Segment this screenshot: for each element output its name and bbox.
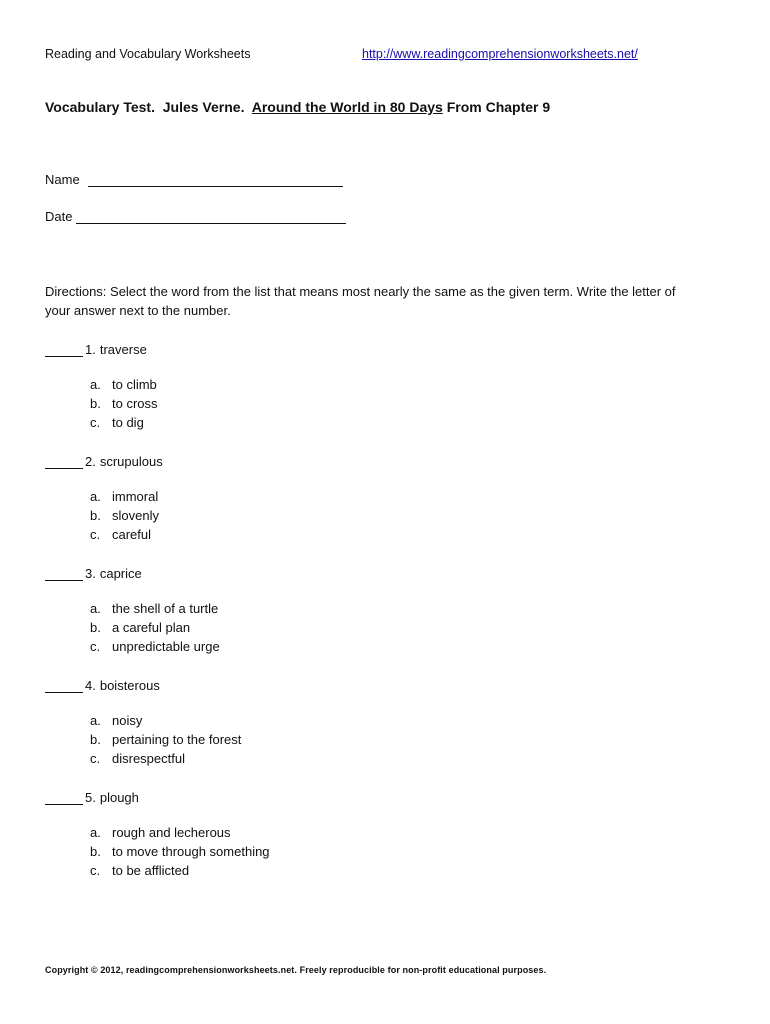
option-item xyxy=(90,861,695,880)
option-item xyxy=(90,525,695,544)
directions-text: Directions: Select the word from the list that means most nearly the same as the given term. Write the letter of your answer next to the number. xyxy=(45,284,676,318)
option-item xyxy=(90,730,695,749)
option-item xyxy=(90,487,695,506)
question-item xyxy=(45,674,695,786)
option-list xyxy=(90,375,695,432)
answer-blank[interactable] xyxy=(45,791,83,805)
option-letter: a. xyxy=(90,377,101,392)
title-suffix: From Chapter 9 xyxy=(442,99,551,115)
option-item xyxy=(90,394,695,413)
option-text: careful xyxy=(112,527,152,542)
option-item xyxy=(90,823,695,842)
answer-blank[interactable] xyxy=(45,567,83,581)
option-letter: c. xyxy=(90,639,101,654)
answer-blank[interactable] xyxy=(45,679,83,693)
option-text: unpredictable urge xyxy=(112,639,220,654)
option-letter: b. xyxy=(90,620,101,635)
copyright-footer: Copyright © 2012, readingcomprehensionworksheets.net. Freely reproducible for non-profit educational purposes. xyxy=(45,965,547,975)
option-letter: b. xyxy=(90,844,101,859)
option-letter: c. xyxy=(90,751,101,766)
option-list xyxy=(90,487,695,544)
option-text: a careful plan xyxy=(112,620,191,635)
question-term: plough xyxy=(99,790,139,805)
option-item xyxy=(90,599,695,618)
option-text: the shell of a turtle xyxy=(112,601,219,616)
option-item xyxy=(90,506,695,525)
option-text: disrespectful xyxy=(112,751,185,766)
option-text: slovenly xyxy=(112,508,159,523)
date-line[interactable] xyxy=(76,209,346,224)
title-prefix: Vocabulary Test. Jules Verne. xyxy=(45,99,252,115)
question-number: 2. xyxy=(85,454,96,469)
date-label: Date xyxy=(45,209,73,224)
option-text: pertaining to the forest xyxy=(112,732,242,747)
option-letter: a. xyxy=(90,713,101,728)
date-field xyxy=(45,209,346,224)
question-term: scrupulous xyxy=(99,454,163,469)
question-item xyxy=(45,338,695,450)
question-line xyxy=(45,786,695,805)
option-item xyxy=(90,413,695,432)
option-item xyxy=(90,749,695,768)
option-letter: c. xyxy=(90,527,101,542)
option-letter: a. xyxy=(90,601,101,616)
question-term: caprice xyxy=(99,566,142,581)
answer-blank[interactable] xyxy=(45,455,83,469)
answer-blank[interactable] xyxy=(45,343,83,357)
question-number: 1. xyxy=(85,342,96,357)
option-item xyxy=(90,618,695,637)
question-item xyxy=(45,786,695,898)
option-letter: b. xyxy=(90,732,101,747)
option-letter: a. xyxy=(90,489,101,504)
name-label: Name xyxy=(45,172,80,187)
option-item xyxy=(90,842,695,861)
question-line xyxy=(45,338,695,357)
option-letter: a. xyxy=(90,825,101,840)
option-item xyxy=(90,711,695,730)
option-text: to be afflicted xyxy=(112,863,190,878)
question-item xyxy=(45,450,695,562)
option-list xyxy=(90,599,695,656)
option-item xyxy=(90,375,695,394)
option-list xyxy=(90,711,695,768)
question-number: 5. xyxy=(85,790,96,805)
question-term: traverse xyxy=(99,342,147,357)
page-title xyxy=(45,99,550,115)
question-item xyxy=(45,562,695,674)
option-text: to dig xyxy=(112,415,144,430)
option-text: rough and lecherous xyxy=(112,825,231,840)
question-line xyxy=(45,562,695,581)
header-website-link[interactable]: http://www.readingcomprehensionworksheets.net/ xyxy=(362,47,638,61)
option-letter: b. xyxy=(90,396,101,411)
option-text: noisy xyxy=(112,713,143,728)
title-book-name: Around the World in 80 Days xyxy=(251,99,443,115)
question-term: boisterous xyxy=(99,678,160,693)
question-number: 4. xyxy=(85,678,96,693)
option-text: immoral xyxy=(112,489,159,504)
option-text: to cross xyxy=(112,396,158,411)
question-line xyxy=(45,450,695,469)
name-line[interactable] xyxy=(88,172,343,187)
option-text: to climb xyxy=(112,377,157,392)
option-text: to move through something xyxy=(112,844,270,859)
option-letter: b. xyxy=(90,508,101,523)
option-item xyxy=(90,637,695,656)
question-list xyxy=(45,338,695,898)
option-letter: c. xyxy=(90,863,101,878)
option-list xyxy=(90,823,695,880)
question-line xyxy=(45,674,695,693)
header-site-name: Reading and Vocabulary Worksheets xyxy=(45,47,251,61)
option-letter: c. xyxy=(90,415,101,430)
question-number: 3. xyxy=(85,566,96,581)
name-field xyxy=(45,172,343,187)
